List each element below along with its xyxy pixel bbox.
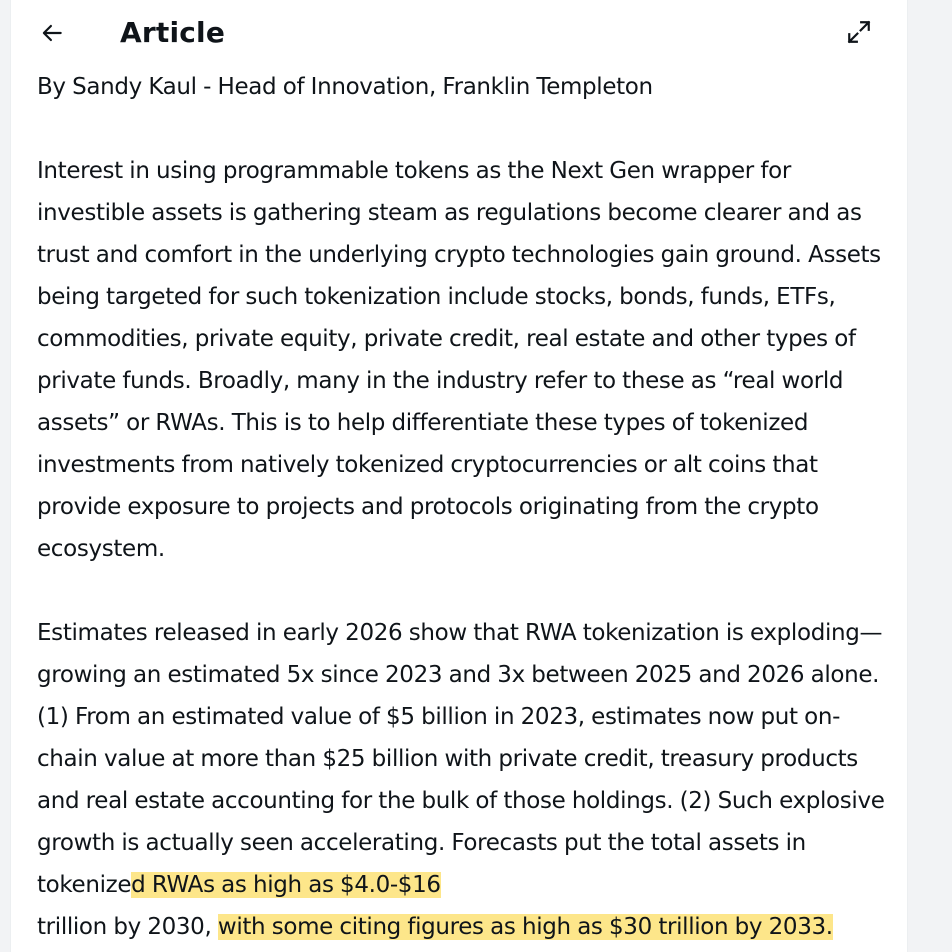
arrow-left-icon (39, 20, 65, 46)
paragraph-spacer (37, 570, 899, 612)
paragraph-2-text: Estimates released in early 2026 show that RWA tokenization is exploding—growing an estimated 5x since 2023 and 3x between 2025 and 2026 alone. (1) From an estimated value of $5 billion in 2023, estimates now put on-chain value at more than $25 billion with private credit, treasury products and real estate accounting for the bulk of those holdings. (2) Such explosive growth is actually seen accelerating. Forecasts put the total assets in tokenize (37, 620, 885, 898)
article-body (37, 66, 899, 948)
article-panel (10, 0, 908, 952)
article-paragraph-1: Interest in using programmable tokens as the Next Gen wrapper for investible assets is gathering steam as regulations become clearer and as trust and comfort in the underlying crypto technologies gain ground. Assets being targeted for such tokenization include stocks, bonds, funds, ETFs, commodities, private equity, private credit, real estate and other types of private funds. Broadly, many in the industry refer to these as “real world assets” or RWAs. This is to help differentiate these types of tokenized investments from natively tokenized cryptocurrencies or alt coins that provide exposure to projects and protocols originating from the crypto ecosystem. (37, 158, 881, 562)
paragraph-2-text-mid: trillion by 2030, (37, 914, 218, 940)
highlighted-text-1: d RWAs as high as $4.0-$16 (131, 872, 441, 898)
highlighted-text-2: with some citing figures as high as $30 trillion by 2033. (217, 914, 833, 940)
article-header (11, 0, 907, 66)
back-button[interactable] (37, 18, 67, 48)
article-paragraph-2 (37, 612, 899, 948)
expand-icon (846, 19, 872, 45)
paragraph-spacer (37, 108, 899, 150)
article-byline: By Sandy Kaul - Head of Innovation, Franklin Templeton (37, 74, 653, 100)
expand-button[interactable] (845, 18, 873, 46)
page-title: Article (120, 16, 226, 49)
